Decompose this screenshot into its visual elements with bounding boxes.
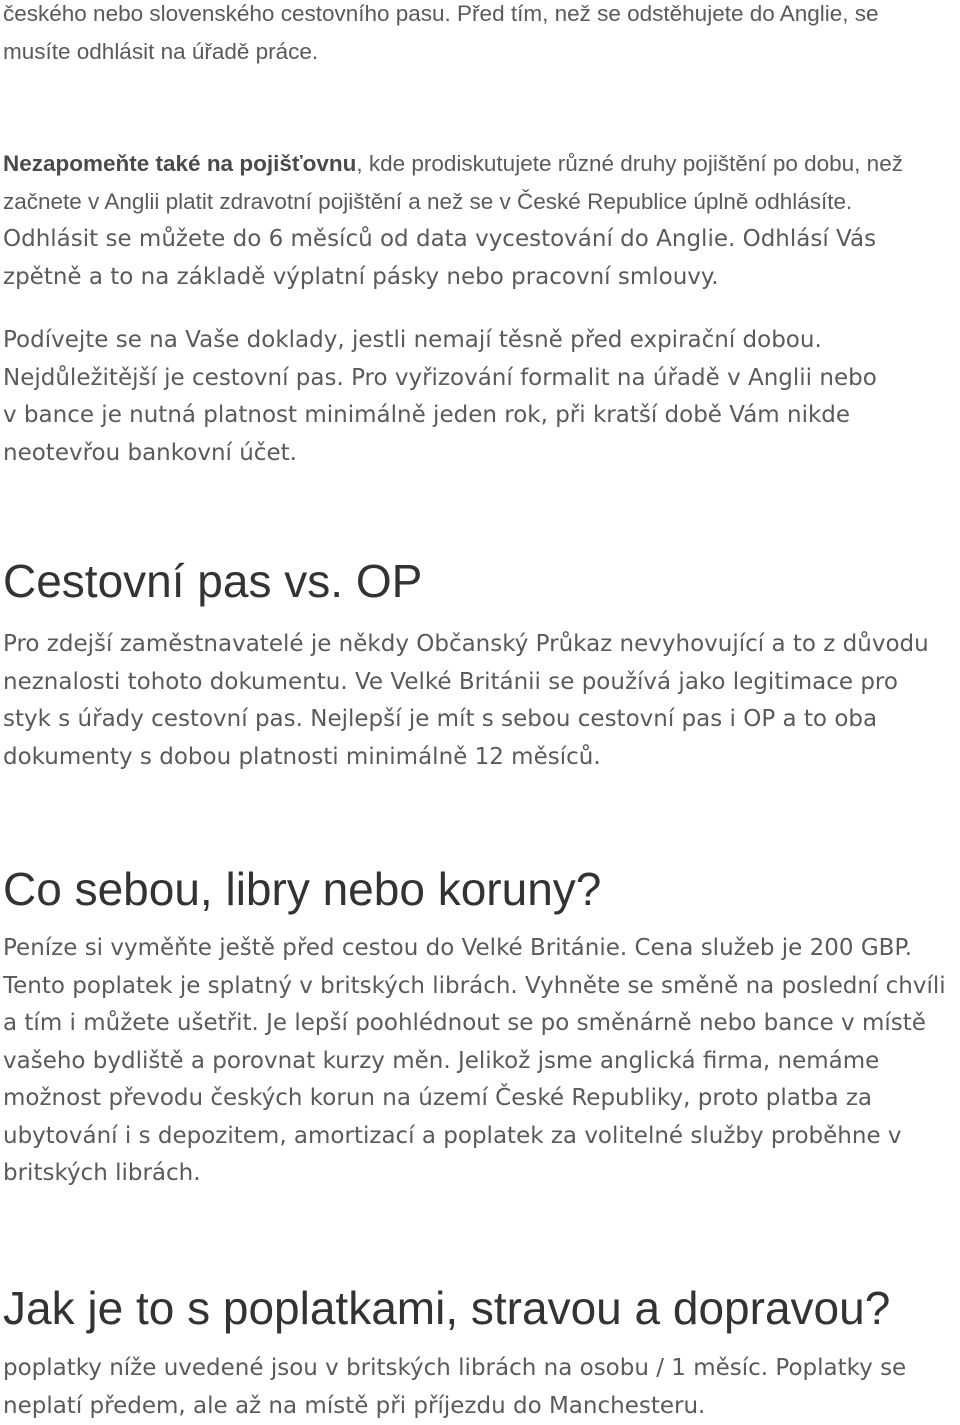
currency-paragraph: Peníze si vyměňte ještě před cestou do Velké Británie. Cena služeb je 200 GBP. Tento poplatek je splatný v britských librách. Vyhněte se směně na poslední chvíli a tím i můžete ušetřit. Je lepší poohlédnout se po směnárně nebo bance v místě vašeho bydliště a porovnat kurzy měn. Jelikož jsme anglická firma, nemáme možnost převodu českých korun na území České Republiky, proto platba za ubytování i s depozitem, amortizací a poplatek za volitelné služby proběhne v britských librách. xyxy=(3,935,946,1186)
insurance-bold-lead: Nezapomeňte také na pojišťovnu xyxy=(3,151,357,176)
intro-paragraph: českého nebo slovenského cestovního pasu. Před tím, než se odstěhujete do Anglie, se musíte odhlásit na úřadě práce. xyxy=(3,1,879,64)
section-title-fees: Jak je to s poplatkami, stravou a dopravou? xyxy=(3,1282,891,1334)
documents-paragraph: Podívejte se na Vaše doklady, jestli nemají těsně před expirační dobou. Nejdůležitější je cestovní pas. Pro vyřizování formalit na úřadě v Anglii nebo v bance je nutná platnost minimálně jeden rok, při kratší době Vám nikde neotevřou bankovní účet. xyxy=(3,327,877,466)
passport-paragraph: Pro zdejší zaměstnavatelé je někdy Občanský Průkaz nevyhovující a to z důvodu neznalosti tohoto dokumentu. Ve Velké Británii se používá jako legitimace pro styk s úřady cestovní pas. Nejlepší je mít s sebou cestovní pas i OP a to oba dokumenty s dobou platnosti minimálně 12 měsíců. xyxy=(3,631,929,770)
insurance-paragraph xyxy=(3,145,948,296)
insurance-text: , kde prodiskutujete různé druhy pojištění po dobu, než začnete v Anglii platit zdravotní pojištění a než se v České Republice úplně odhlásíte. xyxy=(3,151,903,214)
fees-paragraph: poplatky níže uvedené jsou v britských librách na osobu / 1 měsíc. Poplatky se neplatí předem, ale až na místě při příjezdu do Manchesteru. xyxy=(3,1355,907,1419)
section-title-currency: Co sebou, libry nebo koruny? xyxy=(3,863,602,915)
section-title-passport: Cestovní pas vs. OP xyxy=(3,555,423,607)
insurance-continuation: Odhlásit se můžete do 6 měsíců od data vycestování do Anglie. Odhlásí Vás zpětně a to na základě výplatní pásky nebo pracovní smlouvy. xyxy=(3,226,877,290)
